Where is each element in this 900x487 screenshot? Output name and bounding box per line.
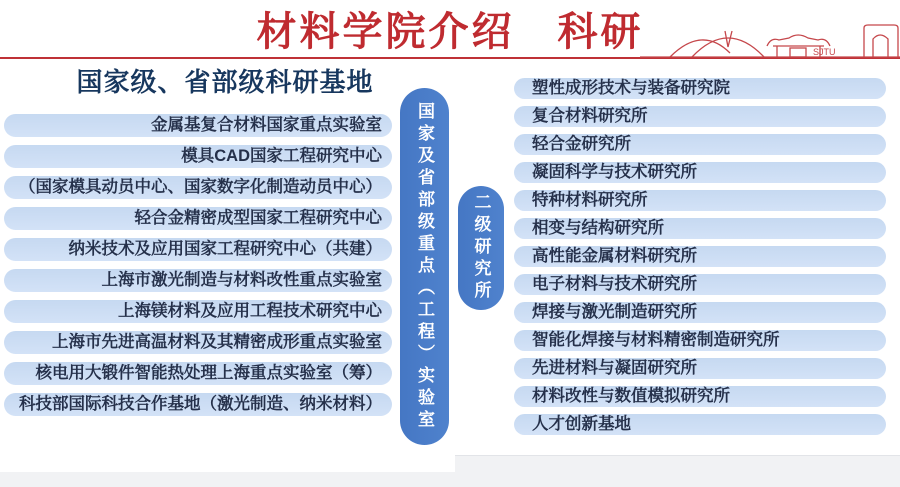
list-item: 焊接与激光制造研究所 [514, 302, 886, 323]
canvas-background [0, 472, 456, 487]
list-item: 复合材料研究所 [514, 106, 886, 127]
list-item: 上海镁材料及应用工程技术研究中心 [4, 300, 392, 323]
list-item: 相变与结构研究所 [514, 218, 886, 239]
list-item: 先进材料与凝固研究所 [514, 358, 886, 379]
national-lab-capsule-label: 国家及省部级重点（工程）实验室 [415, 101, 434, 432]
list-item: 核电用大锻件智能热处理上海重点实验室（筹） [4, 362, 392, 385]
left-panel-list [4, 114, 392, 424]
list-item: 上海市激光制造与材料改性重点实验室 [4, 269, 392, 292]
right-panel [514, 78, 886, 442]
list-item: 纳米技术及应用国家工程研究中心（共建） [4, 238, 392, 261]
list-item: 凝固科学与技术研究所 [514, 162, 886, 183]
list-item: 特种材料研究所 [514, 190, 886, 211]
secondary-institute-capsule-label: 二级研究所 [471, 193, 491, 303]
list-item: 轻合金精密成型国家工程研究中心 [4, 207, 392, 230]
list-item: 智能化焊接与材料精密制造研究所 [514, 330, 886, 351]
list-item: （国家模具动员中心、国家数字化制造动员中心） [4, 176, 392, 199]
list-item: 金属基复合材料国家重点实验室 [4, 114, 392, 137]
secondary-institute-capsule [458, 186, 504, 310]
list-item: 材料改性与数值模拟研究所 [514, 386, 886, 407]
list-item: 科技部国际科技合作基地（激光制造、纳米材料） [4, 393, 392, 416]
sjtu-label: SJTU [813, 47, 836, 57]
list-item: 电子材料与技术研究所 [514, 274, 886, 295]
sjtu-skyline-icon [640, 17, 900, 59]
list-item: 高性能金属材料研究所 [514, 246, 886, 267]
canvas-background [455, 455, 900, 487]
national-lab-capsule [400, 88, 449, 445]
list-item: 模具CAD国家工程研究中心 [4, 145, 392, 168]
list-item: 塑性成形技术与装备研究院 [514, 78, 886, 99]
list-item: 轻合金研究所 [514, 134, 886, 155]
left-panel-header: 国家级、省部级科研基地 [76, 67, 374, 97]
list-item: 人才创新基地 [514, 414, 886, 435]
page-title: 材料学院介绍 科研 [256, 9, 644, 54]
list-item: 上海市先进高温材料及其精密成形重点实验室 [4, 331, 392, 354]
